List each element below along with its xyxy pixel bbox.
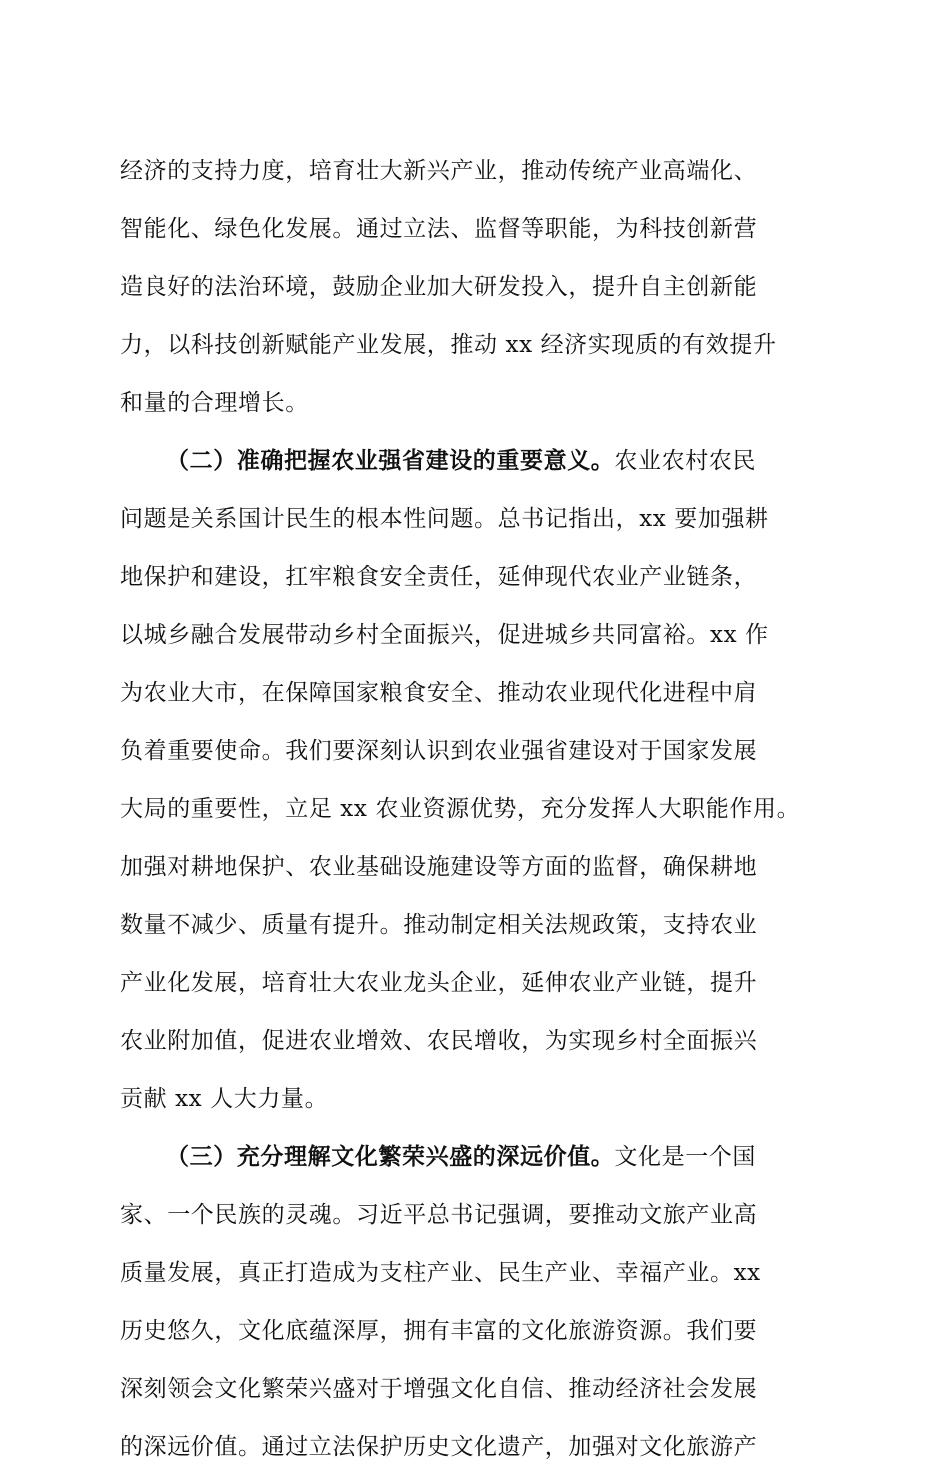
paragraph-line: 地保护和建设，扛牢粮食安全责任，延伸现代农业产业链条， — [120, 564, 758, 590]
paragraph-line: 加强对耕地保护、农业基础设施建设等方面的监督，确保耕地 — [120, 854, 758, 880]
paragraph-line: 大局的重要性，立足 xx 农业资源优势，充分发挥人大职能作用。 — [120, 796, 801, 822]
section-2-lead-text: 农业农村农民 — [614, 448, 757, 474]
paragraph-line: 经济的支持力度，培育壮大新兴产业，推动传统产业高端化、 — [120, 158, 758, 184]
body-text — [120, 142, 832, 1476]
paragraph-line: 贡献 xx 人大力量。 — [120, 1086, 329, 1112]
section-3-lead-text: 文化是一个国 — [614, 1144, 757, 1170]
paragraph-line: 造良好的法治环境，鼓励企业加大研发投入，提升自主创新能 — [120, 274, 758, 300]
section-3-heading: （三）充分理解文化繁荣兴盛的深远价值。 — [166, 1143, 615, 1170]
paragraph-line: 智能化、绿色化发展。通过立法、监督等职能，为科技创新营 — [120, 216, 758, 242]
paragraph-line: 家、一个民族的灵魂。习近平总书记强调，要推动文旅产业高 — [120, 1202, 758, 1228]
paragraph-line: 的深远价值。通过立法保护历史文化遗产，加强对文化旅游产 — [120, 1434, 758, 1460]
paragraph-line: 历史悠久，文化底蕴深厚，拥有丰富的文化旅游资源。我们要 — [120, 1318, 758, 1344]
paragraph-line: 以城乡融合发展带动乡村全面振兴，促进城乡共同富裕。xx 作 — [120, 622, 769, 648]
paragraph-line: 为农业大市，在保障国家粮食安全、推动农业现代化进程中肩 — [120, 680, 758, 706]
section-3-first-line — [120, 1128, 832, 1186]
paragraph-line: 和量的合理增长。 — [120, 390, 309, 416]
section-2-first-line — [120, 432, 832, 490]
paragraph-line: 产业化发展，培育壮大农业龙头企业，延伸农业产业链，提升 — [120, 970, 758, 996]
paragraph-line: 负着重要使命。我们要深刻认识到农业强省建设对于国家发展 — [120, 738, 758, 764]
paragraph-line: 深刻领会文化繁荣兴盛对于增强文化自信、推动经济社会发展 — [120, 1376, 758, 1402]
paragraph-line: 力，以科技创新赋能产业发展，推动 xx 经济实现质的有效提升 — [120, 332, 777, 358]
paragraph-line: 质量发展，真正打造成为支柱产业、民生产业、幸福产业。xx — [120, 1260, 761, 1286]
paragraph-line: 数量不减少、质量有提升。推动制定相关法规政策，支持农业 — [120, 912, 758, 938]
paragraph-line: 农业附加值，促进农业增效、农民增收，为实现乡村全面振兴 — [120, 1028, 758, 1054]
section-2-heading: （二）准确把握农业强省建设的重要意义。 — [166, 447, 615, 474]
paragraph-line: 问题是关系国计民生的根本性问题。总书记指出，xx 要加强耕 — [120, 506, 769, 532]
